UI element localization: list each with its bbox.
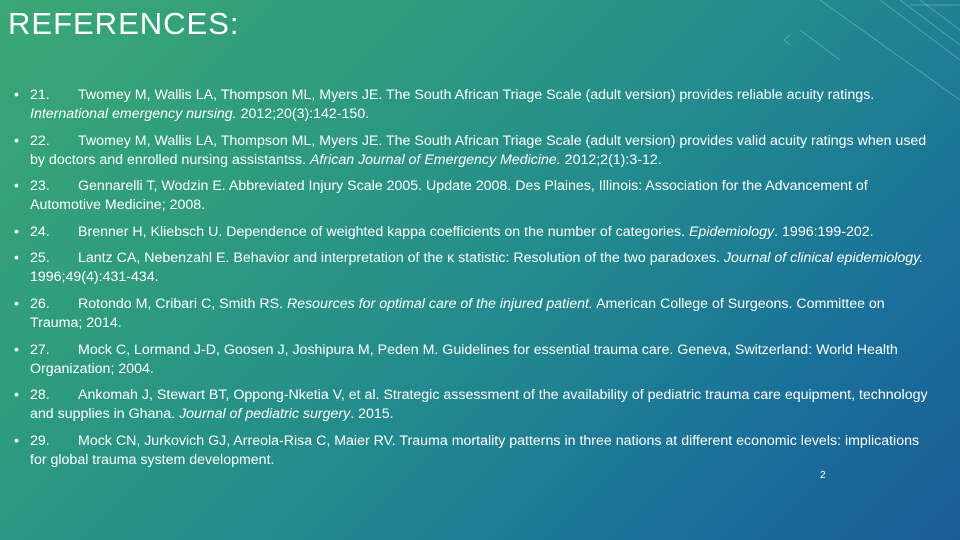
reference-journal: Resources for optimal care of the injured patient. — [286, 295, 593, 312]
reference-number: 27. — [30, 341, 50, 358]
reference-item — [14, 295, 938, 333]
reference-journal: Journal of pediatric surgery — [179, 406, 351, 423]
reference-text: Ankomah J, Stewart BT, Oppong-Nketia V, et al. Strategic assessment of the availability of pediatric trauma care equipment, technology and supplies in Ghana. — [30, 387, 928, 423]
reference-details: 2012;20(3):142-150. — [236, 106, 370, 122]
reference-item — [14, 177, 938, 215]
reference-item — [14, 432, 938, 470]
reference-text: Gennarelli T, Wodzin E. Abbreviated Injury Scale 2005. Update 2008. Des Plaines, Illinois: Association for the Advancement of Automotive Medicine; 2008. — [30, 178, 868, 214]
reference-number: 24. — [30, 223, 50, 240]
reference-details: . 1996:199-202. — [774, 223, 874, 240]
reference-number: 23. — [30, 178, 50, 195]
page-title: REFERENCES: — [8, 6, 240, 41]
bullet-icon: • — [14, 178, 19, 195]
reference-journal: African Journal of Emergency Medicine. — [309, 151, 561, 168]
reference-number: 22. — [30, 132, 50, 149]
reference-number: 26. — [30, 295, 50, 312]
reference-item — [14, 341, 938, 379]
bullet-icon: • — [14, 387, 19, 404]
reference-journal: Journal of clinical epidemiology. — [723, 250, 924, 267]
reference-details: American College of Surgeons. Committee on Trauma; 2014. — [30, 295, 885, 331]
reference-number: 25. — [30, 250, 50, 267]
page-number: 2 — [820, 470, 826, 481]
bullet-icon: • — [14, 223, 19, 240]
bullet-icon: • — [14, 295, 19, 312]
reference-text: Mock CN, Jurkovich GJ, Arreola-Risa C, Maier RV. Trauma mortality patterns in three nations at different economic levels: implications for global trauma system development. — [30, 432, 920, 468]
reference-text: Rotondo M, Cribari C, Smith RS. — [78, 295, 287, 312]
bullet-icon: • — [14, 341, 19, 358]
reference-item — [14, 386, 938, 424]
reference-item — [14, 86, 938, 124]
reference-journal: Epidemiology — [688, 223, 775, 240]
bullet-icon: • — [14, 87, 19, 103]
bullet-icon: • — [14, 250, 19, 267]
bullet-icon: • — [14, 132, 19, 149]
bullet-icon: • — [14, 432, 19, 449]
reference-details: 1996;49(4):431-434. — [30, 269, 159, 286]
reference-item — [14, 223, 938, 242]
reference-number: 28. — [30, 387, 50, 404]
reference-list — [14, 86, 938, 477]
reference-journal: International emergency nursing. — [30, 106, 237, 122]
reference-text: Mock C, Lormand J-D, Goosen J, Joshipura M, Peden M. Guidelines for essential trauma care. Geneva, Switzerland: World Health Organization; 2004. — [30, 341, 898, 377]
reference-text: Twomey M, Wallis LA, Thompson ML, Myers JE. The South African Triage Scale (adult version) provides reliable acuity ratings. — [78, 87, 875, 103]
reference-item — [14, 132, 938, 170]
reference-details: . 2015. — [350, 406, 394, 423]
reference-item — [14, 249, 938, 287]
reference-number: 29. — [30, 432, 50, 449]
reference-number: 21. — [30, 87, 50, 103]
reference-text: Lantz CA, Nebenzahl E. Behavior and interpretation of the κ statistic: Resolution of the two paradoxes. — [78, 250, 724, 267]
reference-details: 2012;2(1):3-12. — [560, 151, 662, 168]
reference-text: Twomey M, Wallis LA, Thompson ML, Myers JE. The South African Triage Scale (adult version) provides valid acuity ratings when used by doctors and enrolled nursing assistantss. — [30, 132, 927, 168]
reference-text: Brenner H, Kliebsch U. Dependence of weighted kappa coefficients on the number of categories. — [78, 223, 689, 240]
